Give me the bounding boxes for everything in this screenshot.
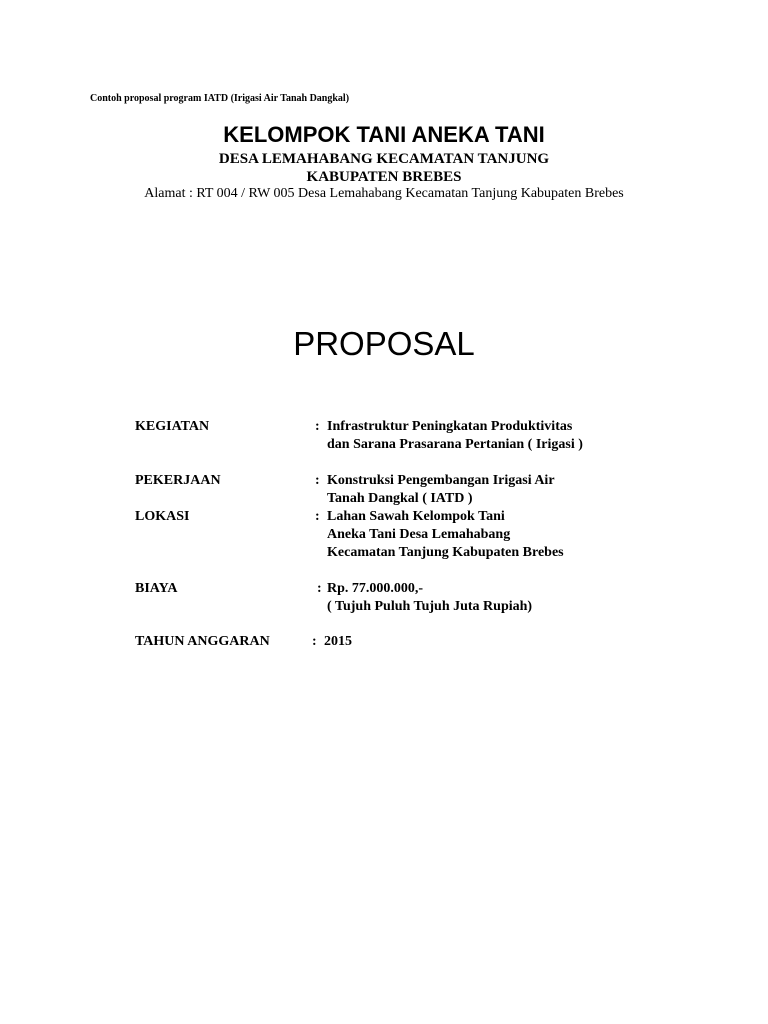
- organization-address: Alamat : RT 004 / RW 005 Desa Lemahabang Kecamatan Tanjung Kabupaten Brebes: [144, 186, 624, 201]
- field-value-line: ( Tujuh Puluh Tujuh Juta Rupiah): [327, 599, 533, 614]
- field-value: [327, 508, 564, 562]
- field-colon: :: [312, 634, 317, 649]
- field-label: BIAYA: [135, 581, 178, 596]
- field-colon: :: [317, 581, 322, 596]
- field-label: PEKERJAAN: [135, 473, 221, 488]
- field-value-line: Infrastruktur Peningkatan Produktivitas: [327, 419, 573, 434]
- organization-name: KELOMPOK TANI ANEKA TANI: [223, 122, 545, 147]
- field-colon: :: [315, 419, 320, 434]
- field-label: LOKASI: [135, 509, 190, 524]
- field-value-line: Tanah Dangkal ( IATD ): [327, 491, 473, 506]
- field-value-line: Kecamatan Tanjung Kabupaten Brebes: [327, 545, 564, 560]
- field-value: [327, 580, 532, 616]
- field-value-line: Konstruksi Pengembangan Irigasi Air: [327, 473, 555, 488]
- field-value-line: Aneka Tani Desa Lemahabang: [327, 527, 511, 542]
- field-value-line: 2015: [324, 634, 352, 649]
- field-value-line: Lahan Sawah Kelompok Tani: [327, 509, 505, 524]
- field-colon: :: [315, 473, 320, 488]
- field-value: [327, 472, 555, 508]
- field-value-line: Rp. 77.000.000,-: [327, 581, 424, 596]
- field-value: [327, 418, 583, 454]
- field-value: [324, 633, 352, 651]
- field-value-line: dan Sarana Prasarana Pertanian ( Irigasi ): [327, 437, 583, 452]
- field-label: TAHUN ANGGARAN: [135, 634, 270, 649]
- page-title: PROPOSAL: [293, 325, 475, 362]
- organization-village: DESA LEMAHABANG KECAMATAN TANJUNG: [218, 151, 550, 167]
- field-label: KEGIATAN: [135, 419, 210, 434]
- document-caption: Contoh proposal program IATD (Irigasi Air Tanah Dangkal): [90, 93, 350, 104]
- field-colon: :: [315, 509, 320, 524]
- organization-regency: KABUPATEN BREBES: [306, 169, 462, 185]
